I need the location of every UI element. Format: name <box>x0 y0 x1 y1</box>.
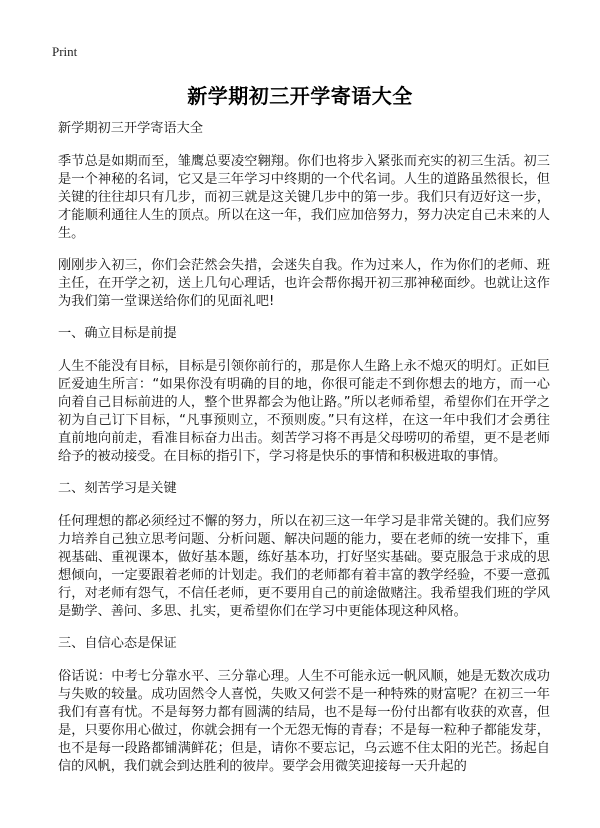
section-heading-goals: 一、确立目标是前提 <box>58 326 177 341</box>
paragraph-goals: 人生不能没有目标，目标是引领你前行的，那是你人生路上永不熄灭的明灯。正如巨匠爱迪生所言：“如果你没有明确的目的地，你很可能走不到你想去的地方，而一心向着自己目标前进的人，整个世界都会为他让路。”所以老师希望，希望你们在开学之初为自己订下目标，“凡事预则立，不预则废。”只有这样，在这一年中我们才会勇往直前地向前走，看准目标奋力出击。刻苦学习将不再是父母唠叨的希望，更不是老师给予的被动接受。在目标的指引下，学习将是快乐的事情和积极进取的事情。 <box>58 359 550 464</box>
paragraph-study: 任何理想的都必须经过不懈的努力，所以在初三这一年学习是非常关键的。我们应努力培养自己独立思考问题、分析问题、解决问题的能力，要在老师的统一安排下，重视基础、重视课本，做好基本题，练好基本功，打好坚实基础。要克服急于求成的思想倾向，一定要跟着老师的计划走。我们的老师都有着丰富的教学经验，不要一意孤行，对老师有怨气，不信任老师，更不要用自己的前途做赌注。我希望我们班的学风是勤学、善问、多思、扎实，更希望你们在学习中更能体现这种风格。 <box>58 514 550 619</box>
article-body <box>58 120 550 790</box>
paragraph-confidence: 俗话说：中考七分靠水平、三分靠心理。人生不可能永远一帆风顺，她是无数次成功与失败的较量。成功固然令人喜悦，失败又何尝不是一种特殊的财富呢？在初三一年我们有喜有忧。不是每努力都有圆满的结局，也不是每一份付出都有收获的欢喜，但是，只要你用心做过，你就会拥有一个无怨无悔的青春；不是每一粒种子都能发芽，也不是每一段路都铺满鲜花；但是，请你不要忘记，乌云遮不住太阳的光芒。扬起自信的风帆，我们就会到达胜利的彼岸。要学会用微笑迎接每一天升起的 <box>58 669 550 774</box>
paragraph-greeting: 刚刚步入初三，你们会茫然会失措，会迷失自我。作为过来人，作为你们的老师、班主任，在开学之初，送上几句心理话，也许会帮你揭开初三那神秘面纱。也就让这作为我们第一堂课送给你们的见面礼吧! <box>58 258 550 309</box>
paragraph-intro: 季节总是如期而至，雏鹰总要凌空翱翔。你们也将步入紧张而充实的初三生活。初三是一个神秘的名词，它又是三年学习中终期的一个代名词。人生的道路虽然很长，但关键的往往却只有几步，而初三就是这关键几步中的第一步。我们只有迈好这一步，才能顺利通往人生的顶点。所以在这一年，我们应加倍努力，努力决定自己未来的人生。 <box>58 154 550 241</box>
section-heading-study: 二、刻苦学习是关键 <box>58 481 177 496</box>
page-title: 新学期初三开学寄语大全 <box>187 84 413 108</box>
article-subtitle: 新学期初三开学寄语大全 <box>58 121 204 136</box>
print-link[interactable]: Print <box>52 44 78 59</box>
section-heading-confidence: 三、自信心态是保证 <box>58 636 177 651</box>
